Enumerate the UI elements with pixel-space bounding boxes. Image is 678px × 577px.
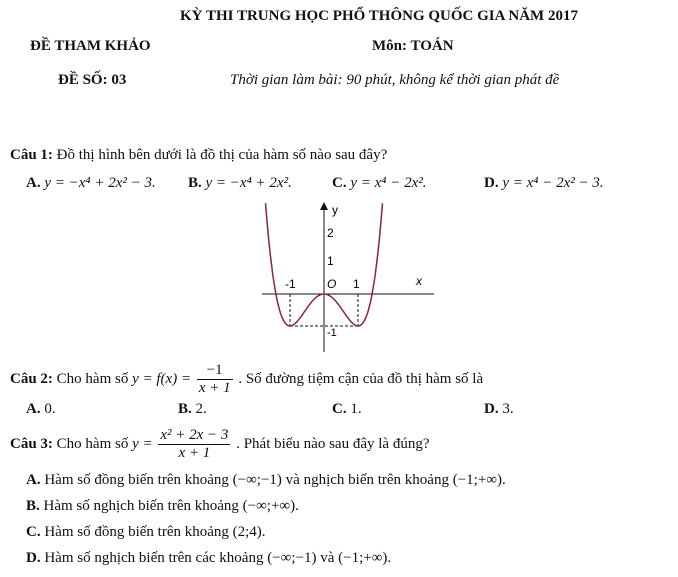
tick-label-x-neg1: -1 — [285, 277, 296, 291]
time-note: Thời gian làm bài: 90 phút, không kể thời gian phát đề — [230, 72, 560, 88]
tick-label-y2: 2 — [327, 226, 334, 240]
option-value: 2. — [195, 401, 207, 417]
question-1 — [10, 147, 387, 164]
option-text: Hàm số nghịch biến trên các khoảng (−∞;−1) và (−1;+∞). — [44, 550, 392, 566]
q1-option-c[interactable] — [332, 175, 427, 192]
question-3-intro: Cho hàm số — [56, 435, 129, 452]
function-graph — [258, 198, 438, 356]
tick-label-x-pos1: 1 — [353, 277, 360, 291]
question-3-label: Câu 3: — [10, 435, 53, 452]
option-letter: D. — [484, 175, 499, 191]
fraction-numerator: x² + 2x − 3 — [160, 427, 229, 443]
q3-option-b[interactable] — [26, 498, 299, 515]
option-value: 0. — [44, 401, 56, 417]
question-2-tail: . Số đường tiệm cận của đồ thị hàm số là — [238, 370, 484, 387]
y-axis-label: y — [332, 203, 338, 217]
q3-option-a[interactable] — [26, 472, 506, 489]
tick-label-y-neg1: -1 — [327, 327, 337, 339]
option-text: Hàm số nghịch biến trên khoảng (−∞;+∞). — [43, 498, 299, 514]
option-letter: A. — [26, 175, 41, 191]
q3-option-c[interactable] — [26, 524, 266, 541]
option-text: Hàm số đồng biến trên khoảng (−∞;−1) và nghịch biến trên khoảng (−1;+∞). — [44, 472, 506, 488]
q1-option-a[interactable] — [26, 175, 156, 192]
q1-option-d[interactable] — [484, 175, 604, 192]
x-axis-label: x — [416, 274, 422, 288]
option-text: Hàm số đồng biến trên khoảng (2;4). — [44, 524, 266, 540]
option-value: 3. — [502, 401, 514, 417]
option-letter: D. — [484, 401, 499, 417]
exam-number: ĐỀ SỐ: 03 — [58, 72, 127, 88]
option-letter: B. — [188, 175, 202, 191]
question-3-fraction — [158, 427, 230, 462]
option-letter: A. — [26, 401, 41, 417]
q2-option-a[interactable] — [26, 401, 56, 418]
origin-label: O — [327, 277, 337, 291]
option-letter: C. — [26, 524, 41, 540]
fraction-numerator: −1 — [197, 362, 233, 380]
option-letter: A. — [26, 472, 41, 488]
option-letter: C. — [332, 175, 347, 191]
question-3-tail: . Phát biểu nào sau đây là đúng? — [236, 435, 430, 452]
exam-title: KỲ THI TRUNG HỌC PHỔ THÔNG QUỐC GIA NĂM 2017 — [180, 8, 578, 24]
option-letter: B. — [178, 401, 192, 417]
option-letter: B. — [26, 498, 40, 514]
question-2-fraction — [197, 362, 233, 397]
question-2-lhs: y = f(x) = — [132, 370, 192, 387]
tick-label-y1: 1 — [327, 254, 334, 268]
question-1-text: Đồ thị hình bên dưới là đồ thị của hàm số nào sau đây? — [56, 147, 388, 163]
option-letter: D. — [26, 550, 41, 566]
question-2-intro: Cho hàm số — [56, 370, 129, 387]
option-letter: C. — [332, 401, 347, 417]
q2-option-b[interactable] — [178, 401, 207, 418]
q3-option-d[interactable] — [26, 550, 391, 567]
fraction-denominator: x + 1 — [198, 380, 231, 396]
option-expression: y = x⁴ − 2x² − 3. — [502, 175, 604, 191]
question-3 — [10, 427, 429, 462]
option-value: 1. — [350, 401, 362, 417]
question-2 — [10, 362, 483, 397]
fraction-denominator: x + 1 — [178, 445, 211, 461]
subject-label: Môn: TOÁN — [372, 38, 454, 54]
q1-option-b[interactable] — [188, 175, 292, 192]
q2-option-d[interactable] — [484, 401, 514, 418]
question-3-lhs: y = — [132, 435, 153, 452]
option-expression: y = −x⁴ + 2x² − 3. — [44, 175, 156, 191]
q2-option-c[interactable] — [332, 401, 362, 418]
option-expression: y = x⁴ − 2x². — [350, 175, 427, 191]
question-1-label: Câu 1: — [10, 147, 53, 163]
option-expression: y = −x⁴ + 2x². — [205, 175, 292, 191]
question-2-label: Câu 2: — [10, 370, 53, 387]
reference-label: ĐỀ THAM KHẢO — [30, 38, 151, 54]
